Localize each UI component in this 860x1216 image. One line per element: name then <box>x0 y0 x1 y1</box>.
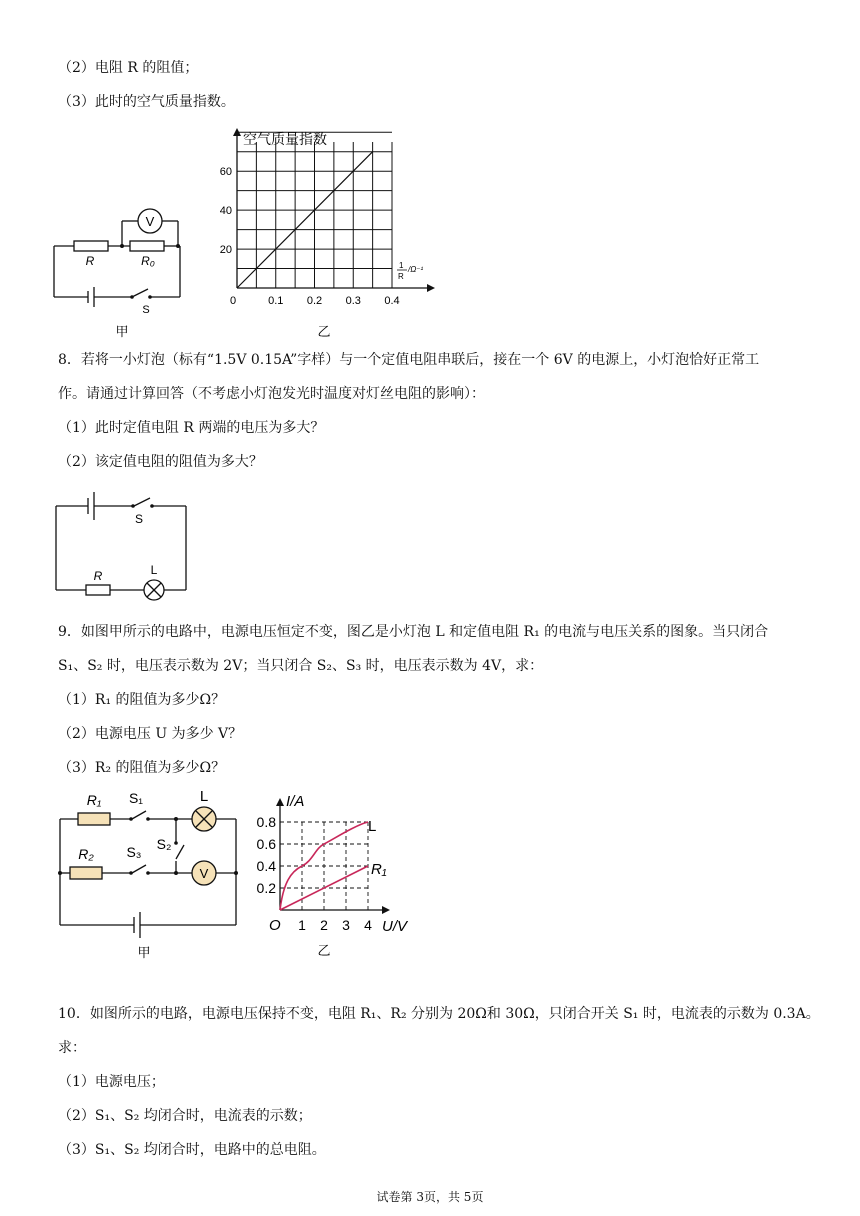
q7-sub3: （3）此时的空气质量指数。 <box>58 94 235 110</box>
q10-sub3: （3）S₁、S₂ 均闭合时，电路中的总电阻。 <box>58 1142 326 1158</box>
x-tick-label: 0.3 <box>345 295 361 307</box>
lamp-label: L <box>199 788 209 805</box>
origin-label: O <box>269 917 281 934</box>
q10-sub1: （1）电源电压； <box>58 1074 165 1090</box>
air-quality-line <box>237 152 373 288</box>
x-tick-label: 1 <box>298 917 306 933</box>
q9-stem-line2: S₁、S₂ 时，电压表示数为 2V；当只闭合 S₂、S₃ 时，电压表示数为 4V，求： <box>58 658 544 674</box>
s3-label: S₃ <box>126 844 142 860</box>
s2-label: S₂ <box>156 836 172 852</box>
x-tick-label: 2 <box>320 917 328 933</box>
q9-iv-graph <box>256 790 424 965</box>
fig-caption-jia: 甲 <box>115 324 129 339</box>
y-axis-label: I/A <box>286 793 305 810</box>
x-axis-label-denominator: R <box>398 272 404 281</box>
curve-label-r1: R₁ <box>371 861 387 878</box>
q9-sub1: （1）R₁ 的阻值为多少Ω？ <box>58 692 226 708</box>
switch-label: S <box>134 512 144 526</box>
y-axis-label: 空气质量指数 <box>243 131 327 147</box>
y-tick-label: 60 <box>219 166 232 179</box>
q10-stem-line1: 10．如图所示的电路，电源电压保持不变，电阻 R₁、R₂ 分别为 20Ω和 30Ω，只闭合开关 S₁ 时，电流表的示数为 0.3A。 <box>58 1006 820 1022</box>
x-tick-label: 0.2 <box>306 295 323 307</box>
s1-label: S₁ <box>128 790 144 806</box>
r-label: R <box>85 254 95 268</box>
x-axis-label: U/V <box>382 918 408 935</box>
q9-sub3: （3）R₂ 的阻值为多少Ω？ <box>58 760 226 776</box>
y-tick-label: 20 <box>219 244 232 257</box>
q9-stem-line1: 9．如图甲所示的电路中，电源电压恒定不变，图乙是小灯泡 L 和定值电阻 R₁ 的电流与电压关系的图象。当只闭合 <box>58 624 769 640</box>
q10-stem-line2: 求： <box>58 1040 86 1056</box>
x-tick-label: 4 <box>364 917 372 933</box>
q9-sub2: （2）电源电压 U 为多少 V？ <box>58 726 243 742</box>
fig-caption-yi: 乙 <box>317 324 331 339</box>
switch-label: S <box>142 304 150 316</box>
y-tick-label: 40 <box>219 205 232 218</box>
q8-stem-line2: 作。请通过计算回答（不考虑小灯泡发光时温度对灯丝电阻的影响）： <box>58 386 485 402</box>
q10-sub2: （2）S₁、S₂ 均闭合时，电流表的示数； <box>58 1108 312 1124</box>
r1-label: R₁ <box>86 792 102 808</box>
q9-circuit-diagram <box>52 785 252 965</box>
y-tick-label: 0.4 <box>256 858 276 874</box>
y-tick-label: 0.6 <box>256 836 276 852</box>
q8-sub2: （2）该定值电阻的阻值为多大？ <box>58 454 263 470</box>
r0-label: R₀ <box>141 254 155 268</box>
resistor-label: R <box>93 569 103 583</box>
voltmeter-label: V <box>199 866 209 881</box>
q8-stem-line1: 8．若将一小灯泡（标有“1.5V 0.15A”字样）与一个定值电阻串联后，接在一个 6V 的电源上，小灯泡恰好正常工 <box>58 352 760 368</box>
page-footer: 试卷第 3页，共 5页 <box>376 1190 484 1204</box>
x-tick-label: 0 <box>229 295 237 307</box>
fig-caption-jia: 甲 <box>137 945 151 960</box>
q8-sub1: （1）此时定值电阻 R 两端的电压为多大？ <box>58 420 325 436</box>
x-axis-label-numerator: 1 <box>399 261 404 270</box>
q7-air-quality-graph <box>212 122 452 342</box>
q7-sub2: （2）电阻 R 的阻值； <box>58 60 199 76</box>
r2-label: R₂ <box>78 846 94 862</box>
voltmeter-label: V <box>145 214 155 229</box>
q8-circuit-diagram <box>52 488 202 603</box>
q7-circuit-diagram <box>52 205 212 345</box>
x-tick-label: 0.4 <box>384 295 400 307</box>
lamp-label: L <box>150 563 158 577</box>
fig-caption-yi: 乙 <box>317 943 331 958</box>
x-tick-label: 3 <box>342 917 350 933</box>
x-tick-label: 0.1 <box>268 295 284 307</box>
curve-label-l: L <box>368 818 377 835</box>
y-tick-label: 0.8 <box>256 814 276 830</box>
x-axis-label-unit: /Ω⁻¹ <box>408 265 424 274</box>
y-tick-label: 0.2 <box>256 880 276 896</box>
